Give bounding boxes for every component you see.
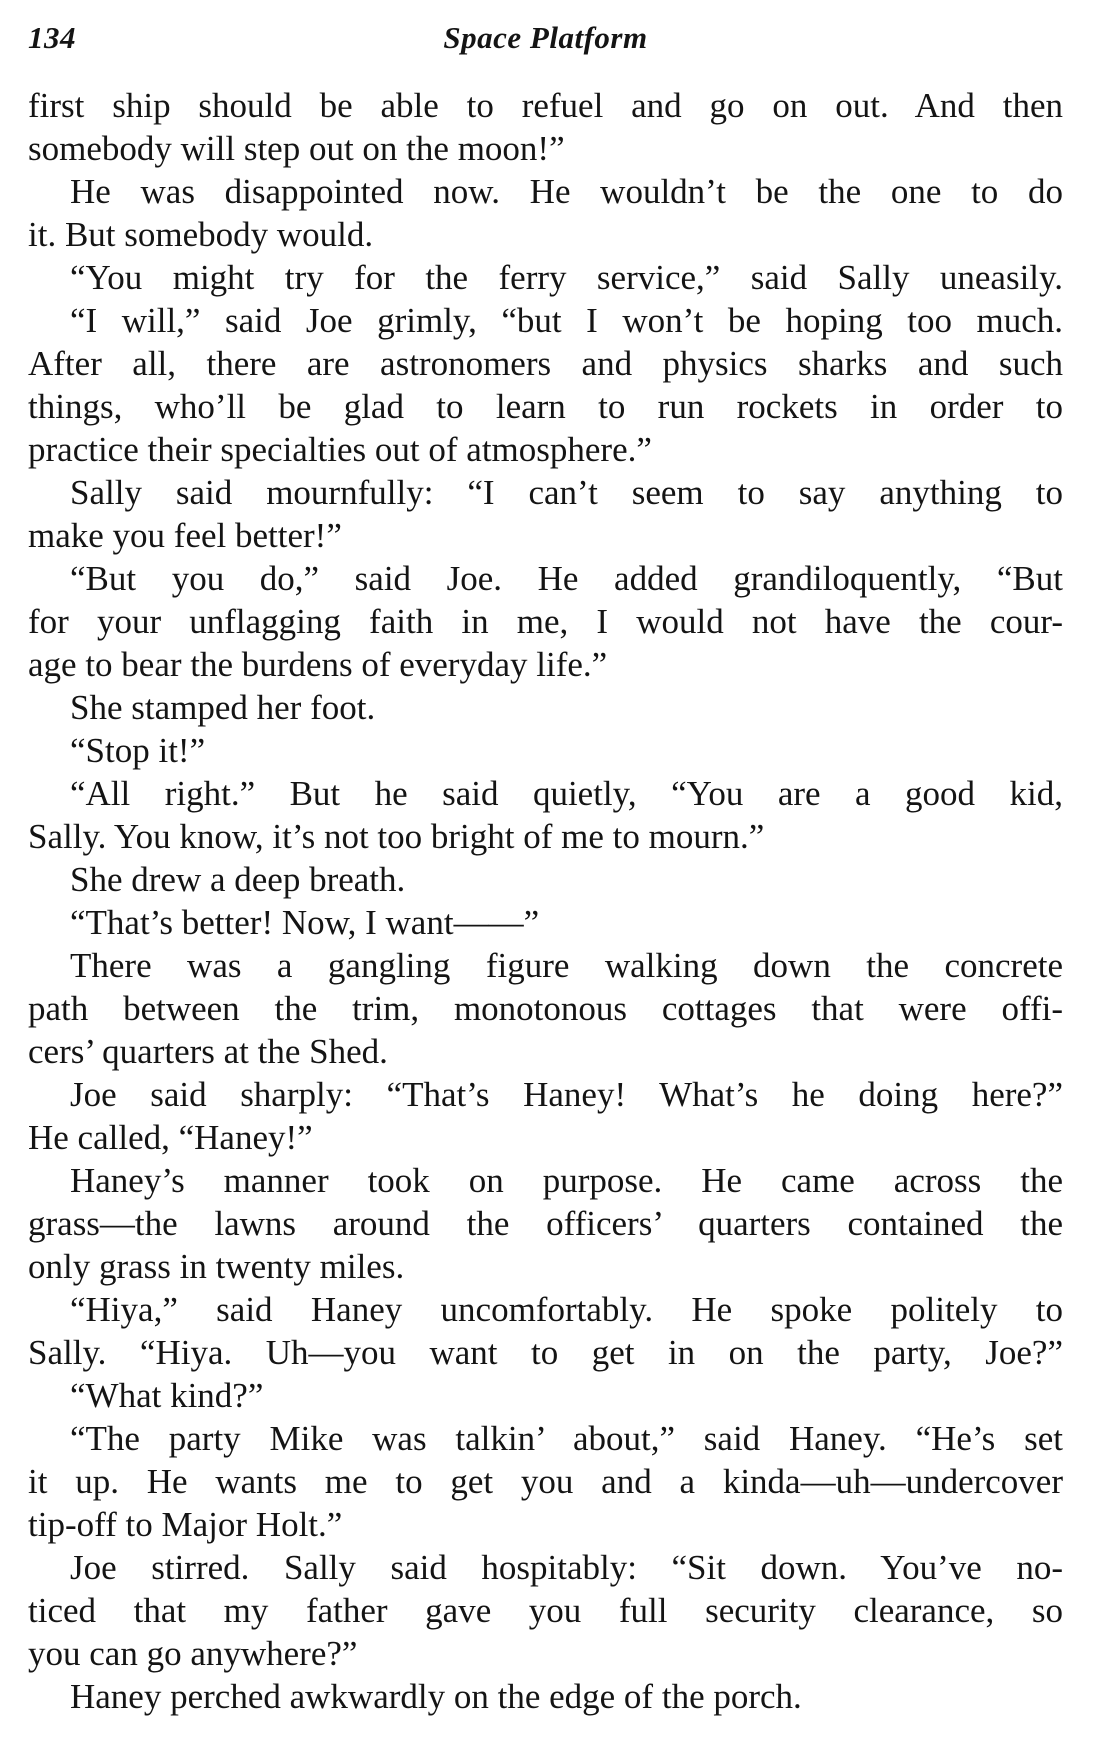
text-line: Sally. “Hiya. Uh—you want to get in on the party, Joe?” bbox=[28, 1333, 1063, 1372]
text-line: After all, there are astronomers and physics sharks and such bbox=[28, 344, 1063, 383]
text-line: it. But somebody would. bbox=[28, 215, 374, 254]
text-line: path between the trim, monotonous cottages that were offi- bbox=[28, 989, 1063, 1028]
text-line: “You might try for the ferry service,” said Sally uneasily. bbox=[70, 258, 1063, 297]
text-line: She stamped her foot. bbox=[70, 688, 376, 727]
text-line: grass—the lawns around the officers’ quarters contained the bbox=[28, 1204, 1063, 1243]
text-line: “Hiya,” said Haney uncomfortably. He spoke politely to bbox=[70, 1290, 1063, 1329]
text-line: “The party Mike was talkin’ about,” said Haney. “He’s set bbox=[70, 1419, 1063, 1458]
text-line: “What kind?” bbox=[70, 1376, 264, 1415]
page-number: 134 bbox=[28, 20, 76, 55]
text-line: “Stop it!” bbox=[70, 731, 206, 770]
running-title: Space Platform bbox=[443, 20, 648, 55]
text-line: “But you do,” said Joe. He added grandiloquently, “But bbox=[70, 559, 1063, 598]
text-line: first ship should be able to refuel and go on out. And then bbox=[28, 86, 1063, 125]
text-line: cers’ quarters at the Shed. bbox=[28, 1032, 388, 1071]
text-line: Haney perched awkwardly on the edge of the porch. bbox=[70, 1677, 802, 1716]
text-line: There was a gangling figure walking down the concrete bbox=[70, 946, 1063, 985]
text-line: Joe stirred. Sally said hospitably: “Sit down. You’ve no- bbox=[70, 1548, 1063, 1587]
text-line: somebody will step out on the moon!” bbox=[28, 129, 565, 168]
text-line: practice their specialties out of atmosphere.” bbox=[28, 430, 652, 469]
text-line: age to bear the burdens of everyday life.” bbox=[28, 645, 608, 684]
text-line: “That’s better! Now, I want——” bbox=[70, 903, 540, 942]
page-header bbox=[28, 12, 1063, 72]
text-line: “I will,” said Joe grimly, “but I won’t be hoping too much. bbox=[70, 301, 1063, 340]
text-line: Sally said mournfully: “I can’t seem to say anything to bbox=[70, 473, 1063, 512]
text-line: Sally. You know, it’s not too bright of me to mourn.” bbox=[28, 817, 765, 856]
text-line: She drew a deep breath. bbox=[70, 860, 406, 899]
text-line: it up. He wants me to get you and a kinda—uh—undercover bbox=[28, 1462, 1063, 1501]
text-line: He was disappointed now. He wouldn’t be the one to do bbox=[70, 172, 1063, 211]
text-line: “All right.” But he said quietly, “You are a good kid, bbox=[70, 774, 1063, 813]
text-line: only grass in twenty miles. bbox=[28, 1247, 405, 1286]
text-line: for your unflagging faith in me, I would not have the cour- bbox=[28, 602, 1063, 641]
book-page bbox=[28, 12, 1063, 1716]
text-line: you can go anywhere?” bbox=[28, 1634, 358, 1673]
text-line: ticed that my father gave you full security clearance, so bbox=[28, 1591, 1063, 1630]
text-line: Joe said sharply: “That’s Haney! What’s he doing here?” bbox=[70, 1075, 1063, 1114]
text-line: tip-off to Major Holt.” bbox=[28, 1505, 343, 1544]
body-text bbox=[28, 84, 1063, 1718]
text-line: things, who’ll be glad to learn to run rockets in order to bbox=[28, 387, 1063, 426]
text-line: Haney’s manner took on purpose. He came across the bbox=[70, 1161, 1063, 1200]
text-line: He called, “Haney!” bbox=[28, 1118, 313, 1157]
text-line: make you feel better!” bbox=[28, 516, 342, 555]
